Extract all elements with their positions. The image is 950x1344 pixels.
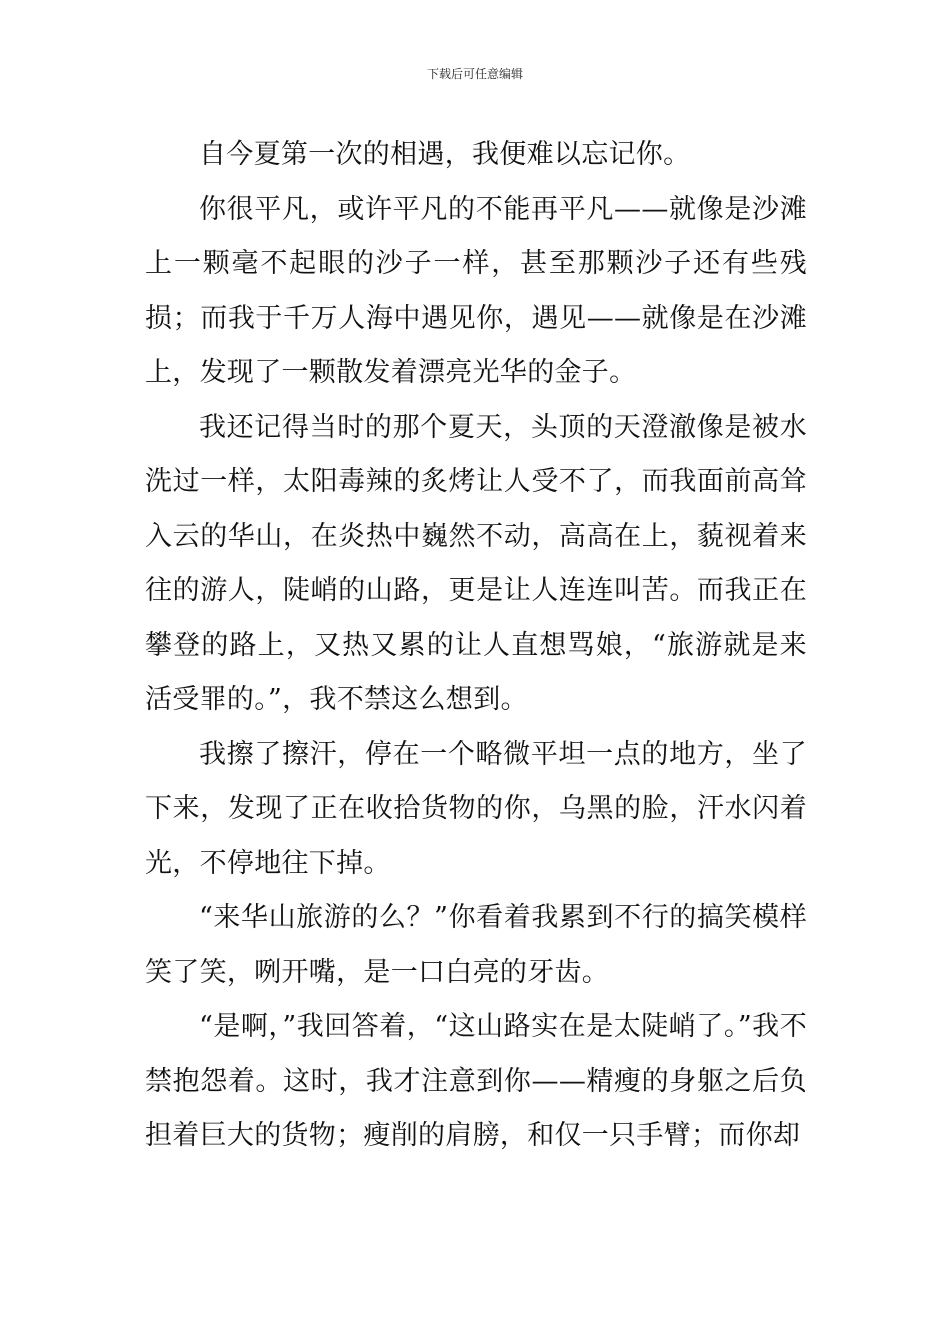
page-header: 下载后可任意编辑 (426, 67, 523, 81)
paragraph: “来华山旅游的么？”你看着我累到不行的搞笑模样笑了笑，咧开嘴，是一口白亮的牙齿。 (145, 902, 807, 988)
paragraph: 我擦了擦汗，停在一个略微平坦一点的地方，坐了下来，发现了正在收拾货物的你，乌黑的脸，汗水闪着光，不停地往下掉。 (145, 738, 807, 879)
document-body (145, 128, 807, 1164)
paragraph: “是啊，”我回答着，“这山路实在是太陡峭了。”我不禁抱怨着。这时，我才注意到你——精瘦的身躯之后负担着巨大的货物；瘦削的肩膀，和仅一只手臂；而你却 (145, 1011, 807, 1151)
paragraph: 自今夏第一次的相遇，我便难以忘记你。 (199, 139, 691, 170)
paragraph: 我还记得当时的那个夏天，头顶的天澄澈像是被水洗过一样，太阳毒辣的炙烤让人受不了，而我面前高耸入云的华山，在炎热中巍然不动，高高在上，藐视着来往的游人，陡峭的山路，更是让人连连叫苦。而我正在攀登的路上，又热又累的让人直想骂娘，“旅游就是来活受罪的。”，我不禁这么想到。 (145, 411, 807, 715)
paragraph: 你很平凡，或许平凡的不能再平凡——就像是沙滩上一颗毫不起眼的沙子一样，甚至那颗沙子还有些残损；而我于千万人海中遇见你，遇见——就像是在沙滩上，发现了一颗散发着漂亮光华的金子。 (145, 193, 807, 388)
